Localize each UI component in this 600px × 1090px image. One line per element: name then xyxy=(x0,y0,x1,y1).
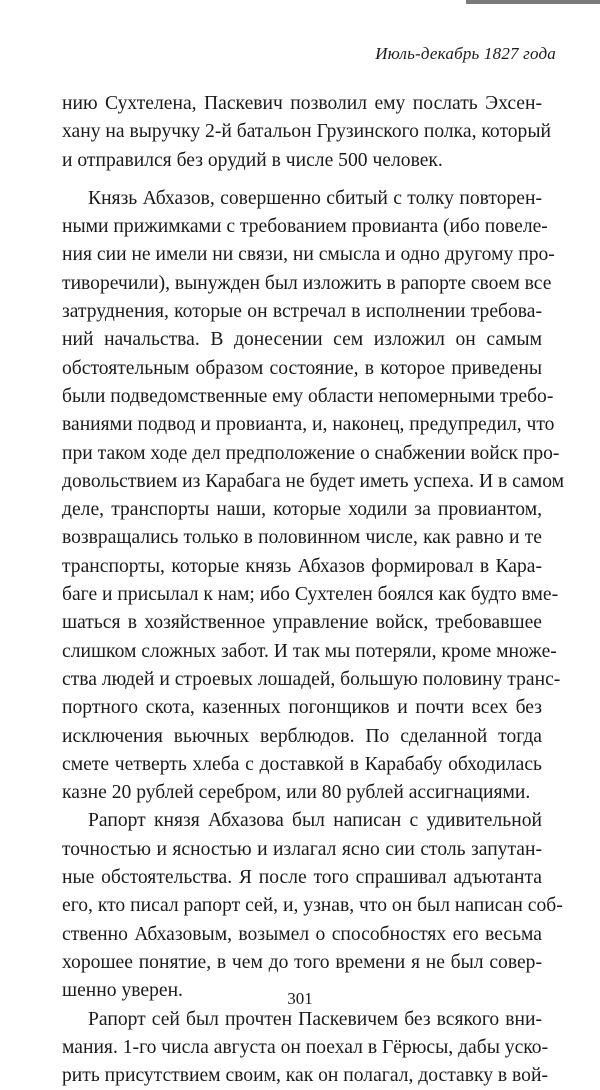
text-line: мания. 1-го числа августа он поехал в Гёрюсы, дабы уско- xyxy=(62,1034,542,1062)
text-line: Князь Абхазов, совершенно сбитый с толку повторен- xyxy=(62,185,542,213)
text-line: обстоятельным образом состояние, в которое приведены xyxy=(62,355,542,383)
text-line: рить присутствием своим, как он полагал, доставку в вой- xyxy=(62,1062,542,1090)
top-edge-rule xyxy=(466,0,600,4)
text-line: довольствием из Карабага не будет иметь успеха. И в самом xyxy=(62,468,542,496)
text-line: ваниями подвод и провианта, и, наконец, предупредил, что xyxy=(62,411,542,439)
text-line: затруднения, которые он встречал в исполнении требова- xyxy=(62,298,542,326)
text-line: хану на выручку 2-й батальон Грузинского полка, который xyxy=(62,118,542,146)
text-line: тиворечили), вынужден был изложить в рапорте своем все xyxy=(62,270,542,298)
running-head: Июль-декабрь 1827 года xyxy=(375,44,556,64)
paragraph xyxy=(62,185,542,808)
text-line: ственно Абхазовым, возымел о способностях его весьма xyxy=(62,921,542,949)
body-text xyxy=(62,90,542,1090)
text-line: были подведомственные ему области непомерными требо- xyxy=(62,383,542,411)
text-line: ства людей и строевых лошадей, большую половину транс- xyxy=(62,666,542,694)
text-line: его, кто писал рапорт сей, и, узнав, что он был написан соб- xyxy=(62,892,542,920)
text-line: исключения вьючных верблюдов. По сделанной тогда xyxy=(62,723,542,751)
text-line: деле, транспорты наши, которые ходили за провиантом, xyxy=(62,496,542,524)
text-line: ния сии не имели ни связи, ни смысла и одно другому про- xyxy=(62,241,542,269)
text-line: хорошее понятие, в чем до того времени я не был совер- xyxy=(62,949,542,977)
text-line: при таком ходе дел предположение о снабжении войск про- xyxy=(62,440,542,468)
text-line: баге и присылал к нам; ибо Сухтелен боялся как будто вме- xyxy=(62,581,542,609)
text-line: возвращались только в половинном числе, как равно и те xyxy=(62,524,542,552)
text-line: Рапорт сей был прочтен Паскевичем без всякого вни- xyxy=(62,1006,542,1034)
text-line: транспорты, которые князь Абхазов формировал в Кара- xyxy=(62,553,542,581)
paragraph xyxy=(62,90,542,175)
text-line: казне 20 рублей серебром, или 80 рублей ассигнациями. xyxy=(62,779,542,807)
text-line: ными прижимками с требованием провианта (ибо повеле- xyxy=(62,213,542,241)
text-line: смете четверть хлеба с доставкой в Карабабу обходилась xyxy=(62,751,542,779)
text-line: точностью и ясностью и излагал ясно сии столь запутан- xyxy=(62,836,542,864)
text-line: портного скота, казенных погонщиков и почти всех без xyxy=(62,694,542,722)
paragraph xyxy=(62,807,542,1005)
paragraph xyxy=(62,1006,542,1090)
text-line: и отправился без орудий в числе 500 человек. xyxy=(62,147,542,175)
text-line: Рапорт князя Абхазова был написан с удивительной xyxy=(62,807,542,835)
text-line: нию Сухтелена, Паскевич позволил ему послать Эхсен- xyxy=(62,90,542,118)
text-line: ний начальства. В донесении сем изложил он самым xyxy=(62,326,542,354)
text-line: шаться в хозяйственное управление войск, требовавшее xyxy=(62,609,542,637)
text-line: слишком сложных забот. И так мы потеряли, кроме множе- xyxy=(62,638,542,666)
page-number: 301 xyxy=(0,989,600,1009)
text-line: шенно уверен. xyxy=(62,977,542,1005)
text-line: ные обстоятельства. Я после того спрашивал адъютанта xyxy=(62,864,542,892)
